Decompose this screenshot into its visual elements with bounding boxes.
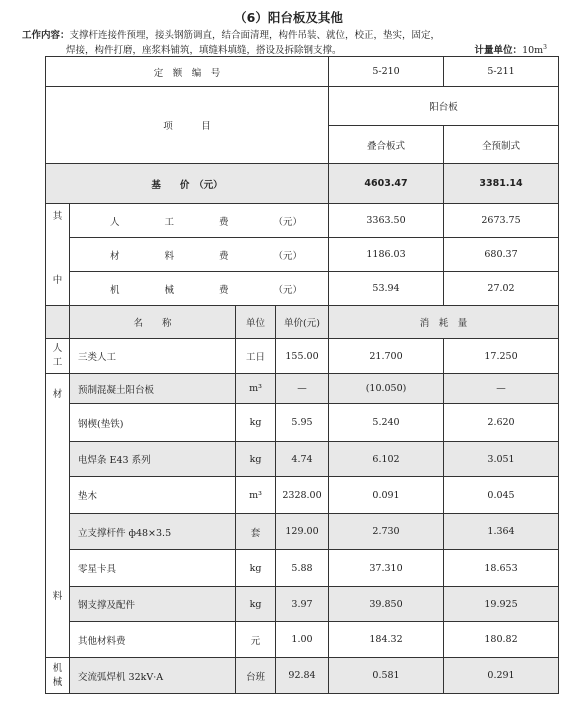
variant-2: 全预制式 bbox=[444, 126, 559, 164]
material-value-2: 180.82 bbox=[444, 622, 559, 658]
material-value-1: 184.32 bbox=[329, 622, 444, 658]
machinery-value-2: 0.291 bbox=[444, 658, 559, 694]
among-row-labor bbox=[46, 204, 559, 238]
work-content-line-1 bbox=[22, 27, 440, 41]
among-c1: 人 bbox=[110, 216, 120, 228]
among-c2: 工 bbox=[164, 216, 175, 228]
work-content-line-2: 焊接，构件打磨，座浆料铺筑，填缝料填缝，搭设及拆除钢支撑。 bbox=[66, 45, 342, 56]
material-unit: 套 bbox=[236, 514, 276, 550]
material-unit: kg bbox=[236, 404, 276, 442]
base-price-row bbox=[46, 164, 559, 204]
among-labor-1: 3363.50 bbox=[329, 204, 444, 238]
material-unit: m³ bbox=[236, 477, 276, 514]
measure-unit-label: 计量单位： bbox=[474, 45, 523, 56]
among-label-material bbox=[70, 238, 329, 272]
page-title: （6）阳台板及其他 bbox=[234, 10, 343, 25]
quota-code-row bbox=[46, 57, 559, 87]
material-value-2: 2.620 bbox=[444, 404, 559, 442]
among-c1: 材 bbox=[110, 250, 120, 262]
material-price: 129.00 bbox=[276, 514, 329, 550]
among-c2: 料 bbox=[164, 250, 175, 262]
labor-row bbox=[46, 339, 559, 374]
material-unit: kg bbox=[236, 587, 276, 622]
work-content-label: 工作内容： bbox=[22, 30, 70, 41]
among-material-2: 680.37 bbox=[444, 238, 559, 272]
column-header-row bbox=[46, 306, 559, 339]
material-name: 钢支撑及配件 bbox=[70, 587, 236, 622]
among-c3: 费 bbox=[219, 250, 229, 262]
machinery-side-1: 机 bbox=[52, 662, 63, 674]
among-c3: 费 bbox=[219, 284, 229, 296]
work-content-text-1: 支撑杆连接件预埋，接头钢筋调直，结合面清理，构件吊装、就位，校正，垫实，固定， bbox=[69, 30, 441, 41]
among-side bbox=[46, 204, 70, 306]
col-price: 单价(元) bbox=[276, 306, 329, 339]
machinery-price: 92.84 bbox=[276, 658, 329, 694]
material-value-2: 3.051 bbox=[444, 442, 559, 477]
material-price: — bbox=[276, 374, 329, 404]
measure-unit-sup: 3 bbox=[543, 43, 547, 51]
material-price: 1.00 bbox=[276, 622, 329, 658]
labor-value-2: 17.250 bbox=[444, 339, 559, 374]
machinery-side-2: 械 bbox=[52, 676, 63, 688]
col-consumption: 消 耗 量 bbox=[329, 306, 559, 339]
among-c1: 机 bbox=[110, 284, 120, 296]
machinery-row bbox=[46, 658, 559, 694]
material-price: 2328.00 bbox=[276, 477, 329, 514]
material-value-1: 2.730 bbox=[329, 514, 444, 550]
machinery-side bbox=[46, 658, 70, 694]
item-label: 项 目 bbox=[46, 87, 329, 164]
machinery-name: 交流弧焊机 32kV·A bbox=[70, 658, 236, 694]
base-price-label: 基 价 （元） bbox=[46, 164, 329, 204]
material-value-2: — bbox=[444, 374, 559, 404]
labor-side bbox=[46, 339, 70, 374]
labor-side-1: 人 bbox=[52, 343, 63, 354]
material-name: 电焊条 E43 系列 bbox=[70, 442, 236, 477]
among-row-machine bbox=[46, 272, 559, 306]
material-value-2: 0.045 bbox=[444, 477, 559, 514]
material-price: 3.97 bbox=[276, 587, 329, 622]
material-name: 立支撑杆件 ф48×3.5 bbox=[70, 514, 236, 550]
material-value-2: 1.364 bbox=[444, 514, 559, 550]
material-value-1: 37.310 bbox=[329, 550, 444, 587]
among-machine-2: 27.02 bbox=[444, 272, 559, 306]
column-header-side bbox=[46, 306, 70, 339]
material-value-1: 0.091 bbox=[329, 477, 444, 514]
group-label: 阳台板 bbox=[329, 87, 559, 126]
among-c3: 费 bbox=[219, 216, 229, 228]
among-row-material bbox=[46, 238, 559, 272]
material-name: 垫木 bbox=[70, 477, 236, 514]
material-unit: kg bbox=[236, 550, 276, 587]
quota-code-1: 5-210 bbox=[329, 57, 444, 87]
measure-unit bbox=[475, 42, 547, 56]
material-row bbox=[46, 374, 559, 404]
col-name: 名 称 bbox=[70, 306, 236, 339]
material-side bbox=[46, 374, 70, 658]
col-unit: 单位 bbox=[236, 306, 276, 339]
quota-code-2: 5-211 bbox=[444, 57, 559, 87]
material-name: 其他材料费 bbox=[70, 622, 236, 658]
material-value-1: 5.240 bbox=[329, 404, 444, 442]
variant-1: 叠合板式 bbox=[329, 126, 444, 164]
among-c2: 械 bbox=[164, 284, 175, 296]
material-name: 预制混凝土阳台板 bbox=[70, 374, 236, 404]
measure-unit-value: 10m bbox=[522, 45, 544, 56]
material-row bbox=[46, 587, 559, 622]
material-value-2: 18.653 bbox=[444, 550, 559, 587]
material-value-2: 19.925 bbox=[444, 587, 559, 622]
base-price-1: 4603.47 bbox=[329, 164, 444, 204]
among-c4: （元） bbox=[273, 216, 303, 228]
among-c4: （元） bbox=[273, 284, 303, 296]
material-row bbox=[46, 550, 559, 587]
material-row bbox=[46, 514, 559, 550]
quota-code-label: 定 额 编 号 bbox=[46, 57, 329, 87]
material-side-top: 材 bbox=[52, 389, 63, 400]
material-row bbox=[46, 404, 559, 442]
quota-table bbox=[45, 56, 559, 694]
machinery-value-1: 0.581 bbox=[329, 658, 444, 694]
material-name: 钢楔(垫铁) bbox=[70, 404, 236, 442]
among-label-labor bbox=[70, 204, 329, 238]
labor-name: 三类人工 bbox=[70, 339, 236, 374]
material-row bbox=[46, 622, 559, 658]
labor-value-1: 21.700 bbox=[329, 339, 444, 374]
labor-price: 155.00 bbox=[276, 339, 329, 374]
material-row bbox=[46, 477, 559, 514]
material-unit: 元 bbox=[236, 622, 276, 658]
material-value-1: (10.050) bbox=[329, 374, 444, 404]
material-value-1: 6.102 bbox=[329, 442, 444, 477]
material-price: 5.95 bbox=[276, 404, 329, 442]
base-price-2: 3381.14 bbox=[444, 164, 559, 204]
material-price: 4.74 bbox=[276, 442, 329, 477]
among-machine-1: 53.94 bbox=[329, 272, 444, 306]
among-labor-2: 2673.75 bbox=[444, 204, 559, 238]
labor-unit: 工日 bbox=[236, 339, 276, 374]
material-unit: kg bbox=[236, 442, 276, 477]
material-unit: m³ bbox=[236, 374, 276, 404]
material-value-1: 39.850 bbox=[329, 587, 444, 622]
material-name: 零星卡具 bbox=[70, 550, 236, 587]
material-row bbox=[46, 442, 559, 477]
among-side-top: 其 bbox=[52, 211, 63, 222]
among-side-bottom: 中 bbox=[52, 275, 63, 286]
machinery-unit: 台班 bbox=[236, 658, 276, 694]
item-group-row bbox=[46, 87, 559, 126]
labor-side-2: 工 bbox=[52, 357, 63, 368]
among-label-machine bbox=[70, 272, 329, 306]
among-c4: （元） bbox=[273, 250, 303, 262]
material-side-bottom: 料 bbox=[52, 591, 63, 602]
among-material-1: 1186.03 bbox=[329, 238, 444, 272]
material-price: 5.88 bbox=[276, 550, 329, 587]
